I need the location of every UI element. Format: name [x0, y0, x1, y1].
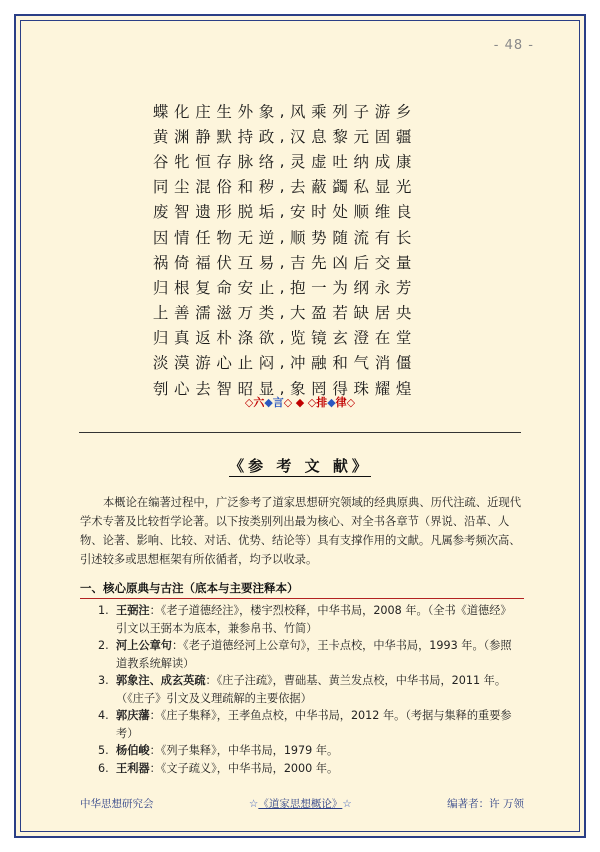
references-intro: 本概论在编著过程中，广泛参考了道家思想研究领域的经典原典、历代注疏、近现代学术专著及比较哲学论著。以下按类别列出最为核心、对全书各章节（界说、沿革、人物、论著、影响、比较、对话、优势、结论等）具有支撑作用的文献。凡属参考频次高、引述较多或思想框架有所依循者，均予以收录。 — [80, 496, 521, 566]
reference-number: 6. — [98, 761, 109, 775]
reference-body — [116, 672, 522, 707]
poem-char: 止 — [258, 278, 275, 297]
reference-list — [98, 602, 522, 777]
reference-number: 3. — [98, 674, 109, 687]
section-heading: 一、核心原典与古注（底本与主要注释本） — [80, 580, 524, 599]
poem-char: 止 — [237, 354, 254, 373]
poem-char: 抱 — [289, 278, 306, 297]
poem-char: 濡 — [195, 304, 211, 323]
reference-number: 2. — [98, 639, 109, 652]
poem-char: 虚 — [311, 152, 327, 171]
poem-char: 耀 — [374, 379, 391, 398]
poem-char: 气 — [353, 354, 370, 373]
reference-body — [116, 742, 338, 760]
poem-char: 形 — [216, 203, 232, 222]
poem-char: 因 — [152, 228, 169, 247]
poem-char: , — [279, 303, 285, 322]
poem-char: 顺 — [353, 203, 370, 222]
poem-char: 络 — [258, 152, 275, 171]
poem-char: 煌 — [395, 379, 412, 398]
poem-char: 外 — [237, 102, 254, 121]
poem-char: 灵 — [289, 152, 306, 171]
poem-char: 光 — [395, 178, 412, 197]
poem-char: 朴 — [216, 329, 232, 348]
poem-char: 混 — [195, 178, 211, 197]
poem-char: 静 — [195, 127, 211, 146]
poem-char: 乡 — [395, 102, 412, 121]
poem-char: 黄 — [152, 127, 169, 146]
poem-char: 永 — [374, 278, 391, 297]
poem-char: , — [279, 126, 285, 145]
poem-line — [150, 123, 460, 148]
poem-char: 尘 — [174, 178, 190, 197]
poem-char: 遗 — [195, 203, 211, 222]
reference-body — [116, 602, 522, 637]
poem-char: 吐 — [332, 152, 348, 171]
page-number: - 48 - — [493, 38, 534, 53]
poem-line — [150, 174, 460, 199]
reference-body — [116, 760, 338, 778]
poem-line — [150, 350, 460, 375]
section-divider — [79, 432, 521, 433]
poem-char: 芳 — [395, 278, 412, 297]
poem-char: 真 — [174, 329, 190, 348]
diamond-icon: ◇ — [283, 396, 293, 409]
poem-char: 量 — [395, 253, 412, 272]
poem-line — [150, 224, 460, 249]
poem-char: 存 — [216, 152, 232, 171]
poem-char: , — [279, 252, 285, 271]
reference-text: ：《文子疏义》，中华书局，2000 年。 — [149, 761, 339, 775]
poem-char: 持 — [237, 127, 254, 146]
poem-char: 逆 — [258, 228, 275, 247]
reference-author: 郭象注、成玄英疏 — [116, 674, 206, 687]
poem-char: 牝 — [174, 152, 190, 171]
poem-char: 类 — [258, 304, 275, 323]
reference-item — [98, 760, 522, 778]
poem-char: 康 — [395, 152, 412, 171]
poem-char: , — [279, 378, 285, 397]
poem-line — [150, 325, 460, 350]
poem-char: 交 — [374, 253, 391, 272]
poem-char: 心 — [216, 354, 232, 373]
poem-line — [150, 148, 460, 173]
poem-line — [150, 199, 460, 224]
poem-char: 善 — [174, 304, 190, 323]
poem-char: 堂 — [395, 329, 412, 348]
reference-author: 河上公章句 — [116, 639, 172, 652]
poem-char: 先 — [311, 253, 327, 272]
reference-text: ：《列子集释》，中华书局，1979 年。 — [149, 744, 339, 757]
poem-char: 漠 — [174, 354, 190, 373]
poem-char: , — [279, 328, 285, 347]
reference-text: ：《庄子集释》，王孝鱼点校，中华书局，2012 年。（考据与集释的重要参考） — [116, 709, 512, 740]
poem-char: 融 — [311, 354, 327, 373]
poem-char: 智 — [216, 379, 232, 398]
poem-char: 任 — [195, 228, 211, 247]
poem-char: 谷 — [152, 152, 169, 171]
reference-author: 王利器 — [116, 761, 150, 775]
poem-char: 归 — [152, 329, 169, 348]
poem-char: 息 — [311, 127, 327, 146]
reference-item — [98, 637, 522, 672]
poem-char: 倚 — [174, 253, 190, 272]
poem-char: , — [279, 101, 285, 120]
poem-char: 子 — [353, 102, 370, 121]
poem-char: 凶 — [332, 253, 348, 272]
footer-book-title[interactable]: 《道家思想概论》 — [258, 798, 343, 810]
poem-char: 闷 — [258, 354, 275, 373]
poem-char: 为 — [332, 278, 348, 297]
poem-char: 黎 — [332, 127, 348, 146]
poem-char: 昭 — [237, 379, 254, 398]
poem-char: 情 — [174, 228, 190, 247]
poem-char: 成 — [374, 152, 391, 171]
poem-char: 涤 — [237, 329, 254, 348]
poem-char: 长 — [395, 228, 412, 247]
reference-number: 4. — [98, 709, 109, 722]
poem-char: 安 — [289, 203, 306, 222]
reference-item — [98, 707, 522, 742]
poem-char: , — [279, 202, 285, 221]
poem-char: 良 — [395, 203, 412, 222]
poem-line — [150, 300, 460, 325]
poem-char: 安 — [237, 278, 254, 297]
poem-char: 命 — [216, 278, 232, 297]
poem-char: 和 — [332, 354, 348, 373]
style-char: 言 — [272, 396, 284, 409]
poem-char: 去 — [289, 178, 306, 197]
diamond-icon: ◆ — [264, 396, 273, 409]
star-icon: ☆ — [248, 798, 259, 810]
diamond-icon: ◇ — [307, 396, 317, 409]
poem-char: 废 — [152, 203, 169, 222]
poem-char: 有 — [374, 228, 391, 247]
page-footer — [80, 796, 524, 811]
reference-text: ：《老子道德经河上公章句》，王卡点校，中华书局，1993 年。（参照道教系统解读） — [116, 639, 512, 670]
reference-author: 王弼注 — [116, 604, 150, 617]
poem-char: 风 — [289, 102, 306, 121]
poem-char: , — [279, 227, 285, 246]
poem-char: 乘 — [311, 102, 327, 121]
reference-item — [98, 672, 522, 707]
reference-number: 5. — [98, 744, 109, 757]
style-char: 六 — [253, 396, 265, 409]
diamond-icon: ◆ — [295, 396, 305, 409]
poem-char: 一 — [311, 278, 327, 297]
poem-char: 列 — [332, 102, 348, 121]
poem-char: 易 — [258, 253, 275, 272]
diamond-icon: ◇ — [244, 396, 254, 409]
poem-char: 游 — [195, 354, 211, 373]
poem-char: 智 — [174, 203, 190, 222]
poem-char: 显 — [374, 178, 391, 197]
poem-char: 大 — [289, 304, 306, 323]
poem-char: 渊 — [174, 127, 190, 146]
poem-char: 根 — [174, 278, 190, 297]
reference-number: 1. — [98, 604, 109, 617]
poem-char: 缺 — [353, 304, 370, 323]
poem-char: 时 — [311, 203, 327, 222]
reference-body — [116, 707, 522, 742]
poem-char: 私 — [353, 178, 370, 197]
poem-char: 默 — [216, 127, 232, 146]
poem-char: 玄 — [332, 329, 348, 348]
poem-line — [150, 249, 460, 274]
reference-author: 杨伯峻 — [116, 744, 150, 757]
poem-char: 化 — [174, 102, 190, 121]
diamond-icon: ◇ — [346, 396, 356, 409]
diamond-icon: ◆ — [327, 396, 336, 409]
poem-char: 政 — [258, 127, 275, 146]
poem-char: 蠲 — [332, 178, 348, 197]
poem-line — [150, 274, 460, 299]
poem-char: 后 — [353, 253, 370, 272]
poem-char: 消 — [374, 354, 391, 373]
poem-char: 游 — [374, 102, 391, 121]
poem-char: 归 — [152, 278, 169, 297]
footer-org: 中华思想研究会 — [80, 798, 154, 810]
poem-char: 纳 — [353, 152, 370, 171]
poem-char: 恒 — [195, 152, 211, 171]
poem-char: 同 — [152, 178, 169, 197]
poem-style-tag — [0, 394, 600, 410]
poem-char: 镜 — [311, 329, 327, 348]
poem-char: 势 — [311, 228, 327, 247]
poem-char: , — [279, 277, 285, 296]
poem-char: 生 — [216, 102, 232, 121]
poem-char: 流 — [353, 228, 370, 247]
poem-char: 俗 — [216, 178, 232, 197]
poem-char: 滋 — [216, 304, 232, 323]
poem-char: 返 — [195, 329, 211, 348]
poem-char: 无 — [237, 228, 254, 247]
poem-char: 福 — [195, 253, 211, 272]
footer-author: 编著者：许 万领 — [447, 798, 524, 810]
poem-char: 和 — [237, 178, 254, 197]
poem-char: 居 — [374, 304, 391, 323]
poem-char: 脉 — [237, 152, 254, 171]
reference-item — [98, 602, 522, 637]
poem-char: 万 — [237, 304, 254, 323]
poem-char: 若 — [332, 304, 348, 323]
style-char: 律 — [335, 396, 347, 409]
references-title — [0, 455, 600, 476]
poem-char: 心 — [174, 379, 190, 398]
poem-char: 吉 — [289, 253, 306, 272]
poem-char: 垢 — [258, 203, 275, 222]
references-title-text: 《参 考 文 献》 — [229, 457, 371, 475]
poem-char: 蝶 — [152, 102, 169, 121]
poem-char: 央 — [395, 304, 412, 323]
poem-char: 疆 — [395, 127, 412, 146]
poem-char: 欲 — [258, 329, 275, 348]
poem-char: 纲 — [353, 278, 370, 297]
poem-char: 固 — [374, 127, 391, 146]
poem-char: 冲 — [289, 354, 306, 373]
poem-char: 象 — [289, 379, 306, 398]
poem-char: 元 — [353, 127, 370, 146]
poem-char: , — [279, 151, 285, 170]
poem-char: 祸 — [152, 253, 169, 272]
poem-char: 刳 — [152, 379, 169, 398]
reference-item — [98, 742, 522, 760]
poem-line — [150, 98, 460, 123]
poem-char: 上 — [152, 304, 169, 323]
poem-char: 互 — [237, 253, 254, 272]
reference-text: ：《庄子注疏》，曹础基、黄兰发点校，中华书局，2011 年。（《庄子》引文及义理疏解的主要依据） — [116, 674, 507, 705]
poem-char: 维 — [374, 203, 391, 222]
poem-char: 盈 — [311, 304, 327, 323]
poem-char: 顺 — [289, 228, 306, 247]
poem-char: 澄 — [353, 329, 370, 348]
reference-text: ：《老子道德经注》，楼宇烈校释，中华书局，2008 年。（全书《道德经》引文以王弼本为底本，兼参帛书、竹简） — [116, 604, 512, 635]
poem-char: 脱 — [237, 203, 254, 222]
poem-char: 显 — [258, 379, 275, 398]
reference-author: 郭庆藩 — [116, 709, 150, 722]
poem-char: 得 — [332, 379, 348, 398]
reference-body — [116, 637, 522, 672]
poem-char: 随 — [332, 228, 348, 247]
style-char: 排 — [316, 396, 328, 409]
poem-char: 罔 — [311, 379, 327, 398]
star-icon: ☆ — [342, 798, 352, 810]
poem-char: 物 — [216, 228, 232, 247]
poem-char: , — [279, 353, 285, 372]
poem-char: 伏 — [216, 253, 232, 272]
poem-char: 蔽 — [311, 178, 327, 197]
poem-char: 僵 — [395, 354, 412, 373]
poem-char: 复 — [195, 278, 211, 297]
poem-char: 处 — [332, 203, 348, 222]
poem-char: 去 — [195, 379, 211, 398]
poem-char: 览 — [289, 329, 306, 348]
poem-char: 庄 — [195, 102, 211, 121]
poem-char: , — [279, 177, 285, 196]
poem-char: 汉 — [289, 127, 306, 146]
poem — [150, 98, 460, 400]
poem-char: 淡 — [152, 354, 169, 373]
poem-char: 珠 — [353, 379, 370, 398]
poem-char: 在 — [374, 329, 391, 348]
poem-char: 象 — [258, 102, 275, 121]
poem-char: 秽 — [258, 178, 275, 197]
